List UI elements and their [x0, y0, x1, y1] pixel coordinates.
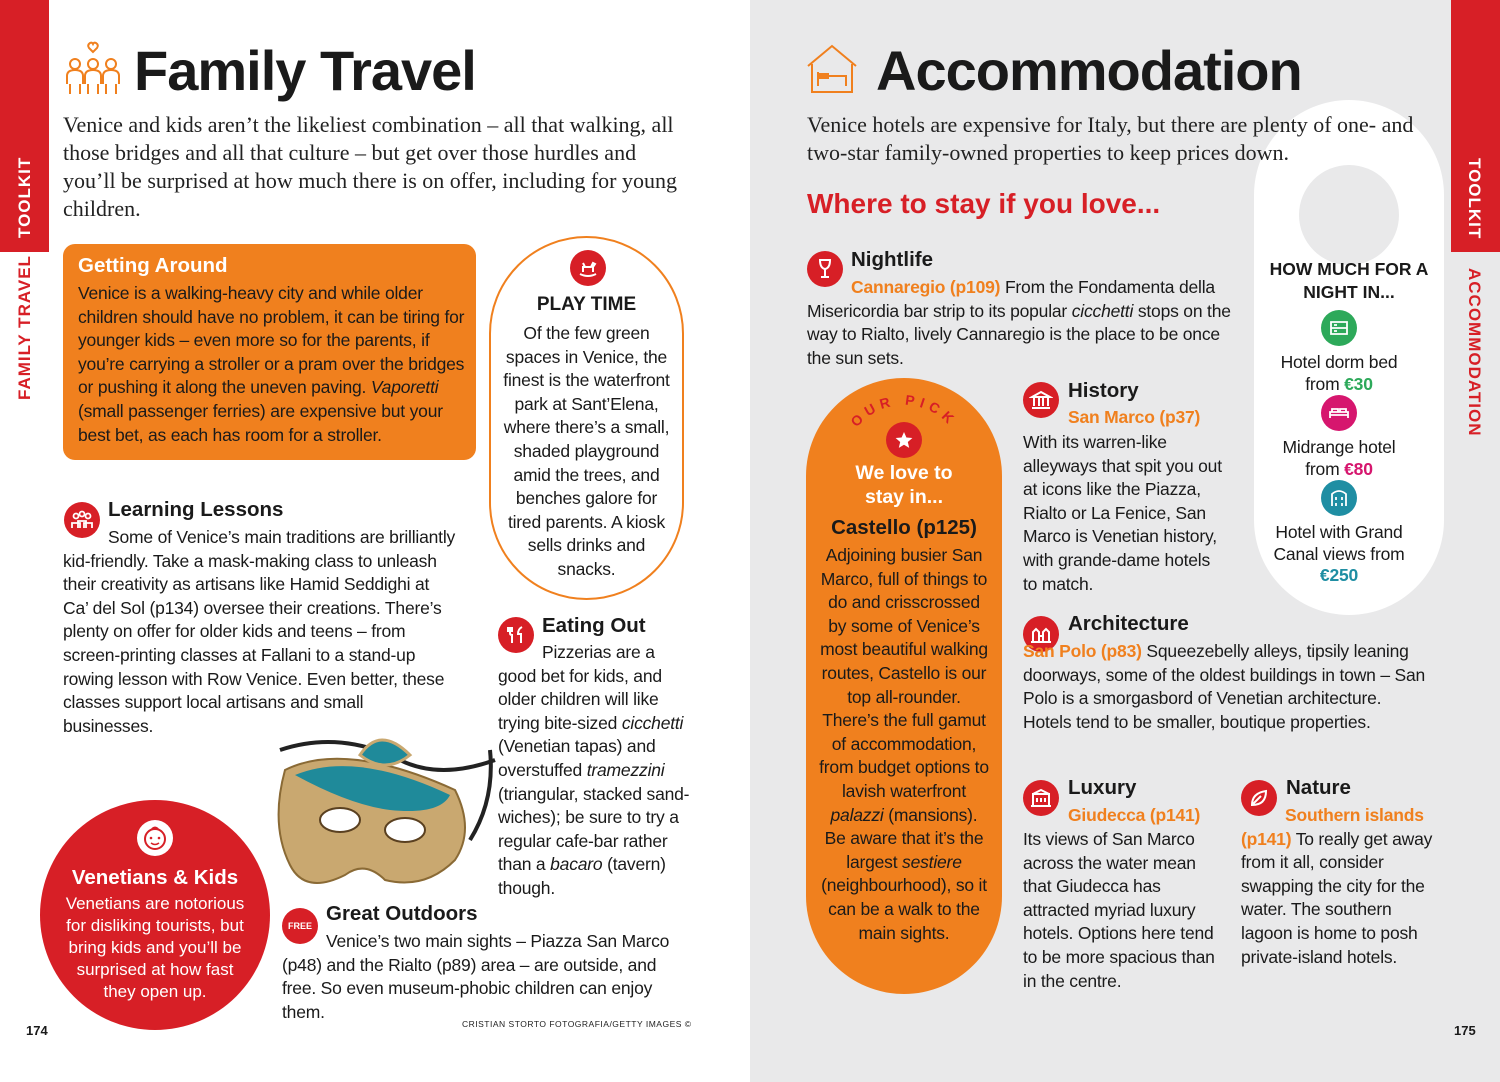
section-label: FAMILY TRAVEL [15, 255, 34, 400]
palace-icon [1023, 780, 1059, 816]
play-time-text: Of the few green spaces in Venice, the finest is the waterfront park at Sant’Elena, where there’s a small, shaded playground amid the trees, and benches galore for tired parents. A kiosk sells drinks and snacks. [503, 323, 670, 579]
eating-text: Pizzerias are a good bet for kids, and older children will like trying bite-sized cicchetti (Venetian tapas) and overstuffed tramezzini (triangular, stacked sand-wiches); be sure to try a regular cafe-bar rather than a bacaro (tavern) though. [498, 642, 690, 898]
history-ref: San Marco (p37) [1068, 407, 1201, 427]
price-item-canal: Hotel with Grand Canal views from €250 [1273, 522, 1405, 585]
intro-text-right: Venice hotels are expensive for Italy, but there are plenty of one- and two-star family-owned properties to keep prices down. [807, 112, 1414, 165]
baby-icon [137, 820, 173, 856]
learning-heading: Learning Lessons [108, 498, 284, 521]
history-text: With its warren-like alleyways that spit you out at icons like the Piazza, Rialto or La Fenice, San Marco is Venetian history, with grande-dame hotels to match. [1023, 432, 1222, 594]
price-item-midrange: Midrange hotel from €80 [1282, 437, 1396, 479]
right-page [750, 0, 1500, 1082]
toolkit-tab-label: TOOLKIT [15, 156, 34, 238]
eating-heading: Eating Out [542, 614, 646, 637]
free-icon: FREE [282, 908, 318, 944]
learning-text: Some of Venice’s main traditions are brilliantly kid-friendly. Take a mask-making class to unleash their creativity as artisans like Hamid Seddighi at Ca’ del Sol (p134) oversee their creations. There’s plenty on offer for older kids and teens – from screen-printing classes at Fallani to a stand-up rowing lesson with Row Venice. Even better, these classes support local artisans and small businesses. [63, 527, 456, 736]
section-label-right: ACCOMMODATION [1465, 268, 1484, 437]
star-icon [886, 422, 922, 458]
nightlife-heading: Nightlife [851, 248, 933, 271]
price-item-dorm: Hotel dorm bed from €30 [1280, 352, 1398, 394]
luxury-text: Its views of San Marco across the water mean that Giudecca has attracted myriad luxury hotels. Options here tend to be more spacious than in the centre. [1023, 829, 1215, 991]
luxury-heading: Luxury [1068, 776, 1137, 799]
nature-text: Southern islands (p141) To really get away from it all, consider swapping the city for the water. The southern lagoon is home to posh private-island hotels. [1241, 805, 1433, 967]
getting-around-heading: Getting Around [78, 254, 228, 277]
dorm-bed-icon [1321, 310, 1357, 346]
toolkit-tab[interactable] [0, 0, 49, 252]
architecture-heading: Architecture [1068, 612, 1189, 635]
venetians-kids-text: Venetians are notorious for disliking tourists, but bring kids and you’ll be surprised at how fast they open up. [65, 894, 245, 1001]
outdoors-heading: Great Outdoors [326, 902, 478, 925]
page-number-right: 175 [1454, 1023, 1476, 1038]
carnival-mask-image [270, 710, 500, 900]
family-icon [62, 40, 124, 100]
our-pick-text: Adjoining busier San Marco, full of things to do and crisscrossed by some of Venice’s most beautiful walking routes, Castello is our top all-rounder. There’s the full gamut of accommodation, from budget options to lavish waterfront palazzi (mansions). Be aware that it’s the largest sestiere (neighbourhood), so it can be a walk to the main sights. [819, 545, 989, 943]
play-time-heading: PLAY TIME [536, 294, 637, 315]
bed-house-icon [806, 42, 858, 96]
photo-credit: CRISTIAN STORTO FOTOGRAFIA/GETTY IMAGES © [462, 1019, 692, 1029]
venetians-kids-circle [40, 800, 270, 1030]
page-title-right: Accommodation [876, 39, 1302, 102]
intro-text: Venice and kids aren’t the likeliest combination – all that walking, all those bridges and all that culture – but get over those hurdles and you’ll be surprised at how much there is on offer, including for young children. [63, 112, 677, 221]
rocking-horse-icon [570, 250, 606, 286]
toolkit-tab-right-label: TOOLKIT [1465, 158, 1484, 240]
our-pick-heading: Castello (p125) [831, 516, 977, 539]
architecture-text: San Polo (p83) Squeezebelly alleys, tipsily leaning doorways, some of the oldest buildings in town – San Polo is a smorgasbord of Venetian architecture. Hotels tend to be smaller, boutique properties. [1023, 641, 1426, 732]
page-title: Family Travel [134, 39, 476, 102]
door-hanger-hole [1299, 165, 1399, 265]
prices-heading: HOW MUCH FOR A NIGHT IN... [1269, 259, 1429, 302]
venetians-kids-heading: Venetians & Kids [71, 866, 239, 889]
temple-icon [1023, 382, 1059, 418]
canal-hotel-icon [1321, 480, 1357, 516]
getting-around-text: Venice is a walking-heavy city and while older children should have no problem, it can be tiring for younger kids – even more so for the parents, if you’re carrying a stroller or a pram over the bridges or pushing it along the uneven paving. Vaporetti (small passenger ferries) are expensive but your best bet, as each has room for a stroller. [78, 283, 465, 445]
svg-text:OUR PICK: OUR PICK [847, 391, 961, 430]
our-pick-subheading: We love to stay in... [855, 462, 953, 508]
history-heading: History [1068, 379, 1139, 402]
nature-heading: Nature [1286, 776, 1351, 799]
nightlife-text: Cannaregio (p109) From the Fondamenta della Misericordia bar strip to its popular cicchetti stops on the way to Rialto, lively Cannaregio is the place to be once the sun sets. [807, 277, 1231, 368]
getting-around-box [63, 244, 476, 460]
outdoors-text: Venice’s two main sights – Piazza San Marco (p48) and the Rialto (p89) area – are outside, and free. So even museum-phobic children can enjoy them. [282, 931, 670, 1022]
page-number-left: 174 [26, 1023, 48, 1038]
our-pick-box [806, 378, 1002, 994]
where-heading: Where to stay if you love... [807, 188, 1161, 219]
luxury-ref: Giudecca (p141) [1068, 805, 1201, 825]
midrange-bed-icon [1321, 395, 1357, 431]
play-time-box [489, 236, 684, 600]
toolkit-tab-right[interactable] [1451, 0, 1500, 252]
